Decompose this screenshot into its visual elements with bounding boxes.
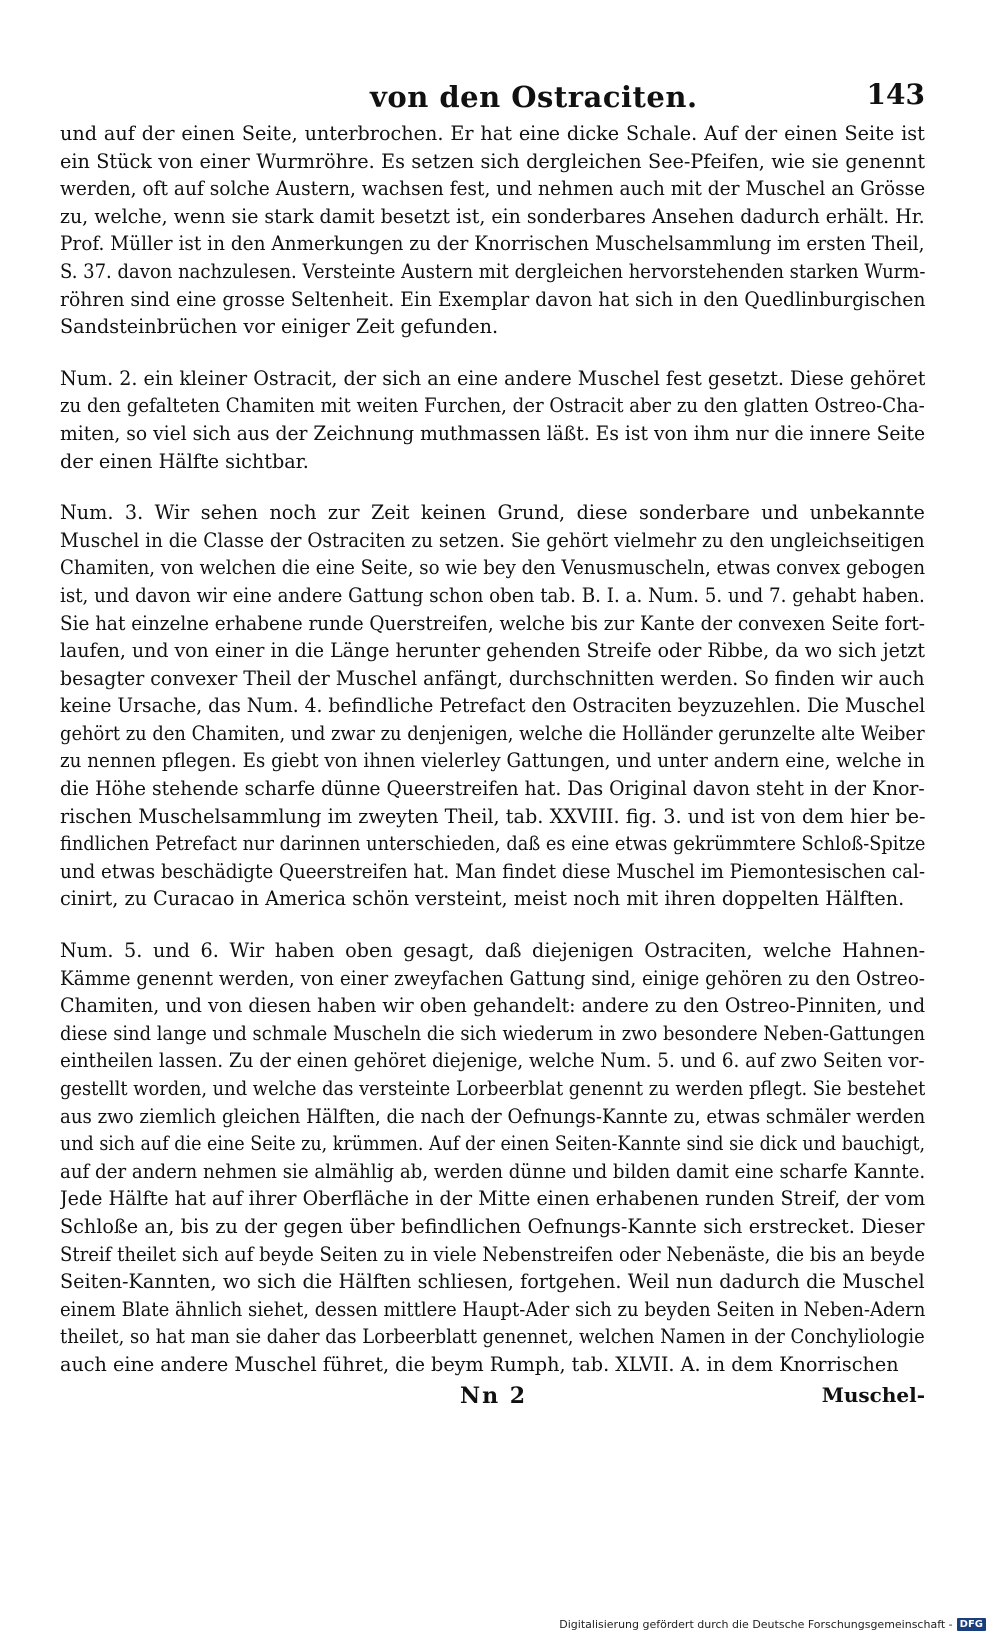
text-line: und auf der einen Seite, unterbrochen. Er hat eine dicke Schale. Auf der einen Seite ist (60, 122, 925, 145)
text-line: Num. 3. Wir sehen noch zur Zeit keinen Grund, diese sonderbare und unbekannte (60, 501, 925, 525)
text-line: eintheilen lassen. Zu der einen gehöret diejenige, welche Num. 5. und 6. auf zwo Seiten vor- (60, 1049, 925, 1073)
text-line: diese sind lange und schmale Muscheln die sich wiederum in zwo besondere Neben-Gattungen (60, 1021, 925, 1045)
text-line: auf der andern nehmen sie almählig ab, werden dünne und bilden damit eine scharfe Kannte. (60, 1159, 925, 1183)
text-line: Chamiten, von welchen die eine Seite, so wie bey den Venusmuscheln, etwas convex gebogen (60, 556, 925, 580)
text-line: die Höhe stehende scharfe dünne Queerstreifen hat. Das Original davon steht in der Knor- (60, 777, 925, 801)
text-line: besagter convexer Theil der Muschel anfängt, durchschnitten werden. So finden wir auch (60, 666, 925, 690)
text-line: gestellt worden, und welche das versteinte Lorbeerblat genennt zu werden pflegt. Sie bestehet (60, 1077, 925, 1100)
text-line: einem Blate ähnlich siehet, dessen mittlere Haupt-Ader sich zu beyden Seiten in Neben-Adern (60, 1297, 925, 1321)
text-line: Chamiten, und von diesen haben wir oben gehandelt: andere zu den Ostreo-Pinniten, und (60, 994, 925, 1018)
text-line: Schloße an, bis zu der gegen über befindlichen Oefnungs-Kannte sich erstrecket. Dieser (60, 1214, 925, 1238)
text-line: der einen Hälfte sichtbar. (60, 449, 309, 473)
text-line: rischen Muschelsammlung im zweyten Theil, tab. XXVIII. fig. 3. und ist von dem hier be- (60, 804, 925, 828)
text-line: röhren sind eine grosse Seltenheit. Ein Exemplar davon hat sich in den Quedlinburgischen (60, 287, 925, 311)
book-page (60, 70, 925, 1423)
text-line: zu nennen pflegen. Es giebt von ihnen vielerley Gattungen, und unter andern eine, welche in (60, 749, 925, 773)
signature-mark: Nn 2 (460, 1382, 528, 1409)
text-line: Num. 5. und 6. Wir haben oben gesagt, daß diejenigen Ostraciten, welche Hahnen- (60, 939, 925, 963)
paragraph (60, 499, 925, 913)
text-line: werden, oft auf solche Austern, wachsen fest, und nehmen auch mit der Muschel an Grösse (60, 177, 925, 201)
page-header (60, 70, 925, 120)
text-line: keine Ursache, das Num. 4. befindliche Petrefact den Ostraciten beyzuzehlen. Die Muschel (60, 694, 925, 718)
text-line: Streif theilet sich auf beyde Seiten zu in viele Nebenstreifen oder Nebenäste, die bis an beyde (60, 1242, 925, 1266)
text-line: Seiten-Kannten, wo sich die Hälften schliesen, fortgehen. Weil nun dadurch die Muschel (60, 1270, 925, 1294)
text-line: cinirt, zu Curacao in America schön versteint, meist noch mit ihren doppelten Hälften. (60, 887, 905, 911)
catchword: Muschel- (821, 1382, 925, 1407)
text-line: Muschel in die Classe der Ostraciten zu setzen. Sie gehört vielmehr zu den ungleichseitigen (60, 528, 925, 552)
text-line: Kämme genennt werden, von einer zweyfachen Gattung sind, einige gehören zu den Ostreo- (60, 966, 925, 990)
running-head: von den Ostraciten. (370, 80, 698, 114)
text-line: theilet, so hat man sie daher das Lorbeerblatt genennet, welchen Namen in der Conchyliologie (60, 1325, 925, 1349)
text-line: Num. 2. ein kleiner Ostracit, der sich an eine andere Muschel fest gesetzt. Diese gehöret (60, 366, 925, 390)
text-line: aus zwo ziemlich gleichen Hälften, die nach der Oefnungs-Kannte zu, etwas schmäler werden (60, 1104, 925, 1128)
text-line: und etwas beschädigte Queerstreifen hat. Man findet diese Muschel im Piemontesischen cal- (60, 859, 925, 883)
text-line: Prof. Müller ist in den Anmerkungen zu der Knorrischen Muschelsammlung im ersten Theil, (60, 232, 925, 256)
text-line: Sandsteinbrüchen vor einiger Zeit gefunden. (60, 315, 499, 339)
text-line: zu den gefalteten Chamiten mit weiten Furchen, der Ostracit aber zu den glatten Ostreo-Cha- (60, 394, 925, 418)
funding-text: Digitalisierung gefördert durch die Deutsche Forschungsgemeinschaft - (559, 1618, 953, 1631)
text-line: S. 37. davon nachzulesen. Versteinte Austern mit dergleichen hervorstehenden starken Wurm- (60, 259, 925, 283)
paragraph (60, 365, 925, 475)
text-line: findlichen Petrefact nur darinnen unterschieden, daß es eine etwas gekrümmtere Schloß-Spitze (60, 832, 925, 856)
funding-banner (559, 1618, 986, 1631)
text-line: zu, welche, wenn sie stark damit besetzt ist, ein sonderbares Ansehen dadurch erhält. Hr. (60, 204, 925, 228)
paragraph (60, 120, 925, 341)
dfg-logo: DFG (957, 1618, 986, 1631)
text-line: und sich auf die eine Seite zu, krümmen. Auf der einen Seiten-Kannte sind sie dick und bauchigt, (60, 1132, 925, 1156)
paragraph (60, 937, 925, 1379)
text-line: ist, und davon wir eine andere Gattung schon oben tab. B. I. a. Num. 5. und 7. gehabt haben. (60, 583, 925, 607)
text-line: gehört zu den Chamiten, und zwar zu denjenigen, welche die Holländer gerunzelte alte Weiber (60, 721, 925, 745)
page-number: 143 (866, 78, 925, 111)
text-line: Sie hat einzelne erhabene runde Querstreifen, welche bis zur Kante der convexen Seite fort- (60, 611, 925, 635)
text-line: ein Stück von einer Wurmröhre. Es setzen sich dergleichen See-Pfeifen, wie sie genennt (60, 149, 925, 173)
text-line: Jede Hälfte hat auf ihrer Oberfläche in der Mitte einen erhabenen runden Streif, der vom (60, 1187, 925, 1211)
text-line: laufen, und von einer in die Länge herunter gehenden Streife oder Ribbe, da wo sich jetzt (60, 639, 925, 663)
text-line: miten, so viel sich aus der Zeichnung muthmassen läßt. Es ist von ihm nur die innere Seite (60, 421, 925, 445)
page-footer (60, 1383, 925, 1423)
body-text (60, 120, 925, 1379)
text-line: auch eine andere Muschel führet, die beym Rumph, tab. XLVII. A. in dem Knorrischen (60, 1352, 899, 1376)
